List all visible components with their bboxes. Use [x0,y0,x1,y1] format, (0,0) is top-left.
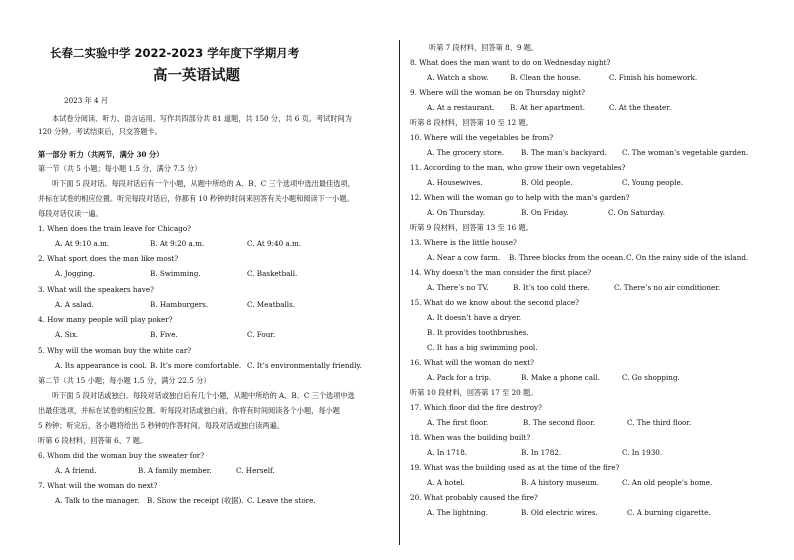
answer-option: B. Old electric wires. [521,508,598,517]
answer-option: C. Basketball. [247,269,298,278]
question-stem: 6. Whom did the woman buy the sweater for? [38,451,205,460]
answer-option: A. A friend. [55,466,97,475]
answer-option: A. A hotel. [427,478,465,487]
instructions-line: 120 分钟。考试结束后，只交答题卡。 [38,127,162,136]
answer-option: C. It has a big swimming pool. [427,343,538,352]
answer-option: A. Watch a show. [427,73,489,82]
answer-option: A. In 1718. [427,448,468,457]
section1-directions: 并标在试卷的相应位置。听完每段对话后，你都有 10 秒钟的时间来回答有关小题和阅读下一小题。 [38,194,354,203]
answer-option: B. The man’s backyard. [521,148,607,157]
answer-option: B. Five. [150,330,178,339]
exam-title: 长春二实验中学 2022-2023 学年度下学期月考 [50,46,300,60]
answer-option: B. Show the receipt (收据). [147,496,244,505]
section2-title: 第二节（共 15 小题；每小题 1.5 分，满分 22.5 分） [38,376,211,385]
question-stem: 4. How many people will play poker? [38,315,173,324]
question-stem: 5. Why will the woman buy the white car? [38,346,192,355]
answer-option: A. Near a cow farm. [427,253,501,262]
question-stem: 13. Where is the little house? [410,238,517,247]
question-stem: 11. According to the man, who grow their own vegetables? [410,163,626,172]
answer-option: C. Herself. [236,466,275,475]
answer-option: A. Housewives. [427,178,483,187]
answer-option: C. At 9:40 a.m. [247,239,302,248]
answer-option: B. On Friday. [521,208,569,217]
answer-option: C. An old people’s home. [622,478,713,487]
section1-directions: 每段对话仅读一遍。 [38,209,103,218]
answer-option: C. On the rainy side of the island. [626,253,749,262]
question-stem: 12. When will the woman go to help with the man’s garden? [410,193,630,202]
answer-option: A. Six. [55,330,79,339]
answer-option: B. At her apartment. [510,103,586,112]
question-stem: 18. When was the building built? [410,433,531,442]
section2-directions: 出最佳选项，并标在试卷的相应位置。听每段对话或独白前，你将有时间阅读各个小题，每小题 [38,406,340,415]
answer-option: B. It provides toothbrushes. [427,328,529,337]
answer-option: C. Finish his homework. [609,73,698,82]
section2-directions: 5 秒钟；听完后，各小题将给出 5 秒钟的作答时间。每段对话或独白读两遍。 [38,421,285,430]
question-stem: 2. What sport does the man like most? [38,254,179,263]
question-stem: 7. What will the woman do next? [38,481,158,490]
answer-option: C. Four. [247,330,276,339]
instructions-line: 本试卷分阅读、听力、语言运用、写作共四部分共 81 道题，共 150 分，共 6 页。考试时间为 [52,114,352,123]
answer-option: B. Hamburgers. [150,300,209,309]
answer-option: A. Its appearance is cool. [55,361,147,370]
section1-title: 第一节（共 5 小题；每小题 1.5 分，满分 7.5 分） [38,164,202,173]
material-header: 听第 8 段材料，回答第 10 至 12 题。 [410,118,533,127]
answer-option: B. Three blocks from the ocean. [509,253,626,262]
answer-option: B. It’s too cold there. [513,283,590,292]
answer-option: C. Young people. [622,178,684,187]
column-divider [399,40,400,545]
answer-option: B. It’s more comfortable. [150,361,242,370]
answer-option: C. Go shopping. [622,373,680,382]
answer-option: B. A family member. [138,466,212,475]
answer-option: C. On Saturday. [608,208,666,217]
answer-option: A. Talk to the manager. [55,496,140,505]
answer-option: A. On Thursday. [427,208,486,217]
answer-option: B. Old people. [521,178,573,187]
material-header: 听第 7 段材料，回答第 8、9 题。 [429,43,539,52]
material-header: 听第 9 段材料，回答第 13 至 16 题。 [410,223,533,232]
answer-option: B. At 9:20 a.m. [150,239,205,248]
question-stem: 1. When does the train leave for Chicago? [38,224,192,233]
question-stem: 16. What will the woman do next? [410,358,534,367]
answer-option: C. Meatballs. [247,300,296,309]
answer-option: A. Pack for a trip. [427,373,492,382]
part1-heading: 第一部分 听力（共两节，满分 30 分） [38,150,164,159]
question-stem: 9. Where will the woman be on Thursday night? [410,88,585,97]
answer-option: A. A salad. [55,300,94,309]
answer-option: C. It’s environmentally friendly. [247,361,362,370]
exam-date: 2023 年 4 月 [64,96,109,105]
answer-option: C. Leave the store. [247,496,316,505]
answer-option: A. It doesn’t have a dryer. [427,313,522,322]
answer-option: A. The first floor. [427,418,489,427]
exam-subtitle: 高一英语试题 [153,68,240,84]
answer-option: C. The woman’s vegetable garden. [622,148,749,157]
answer-option: A. The lightning. [427,508,488,517]
answer-option: A. There’s no TV. [427,283,489,292]
answer-option: B. In 1782. [521,448,562,457]
section1-directions: 听下面 5 段对话。每段对话后有一个小题，从题中所给的 A、B、C 三个选项中选出最佳选项， [52,179,355,188]
question-stem: 17. Which floor did the fire destroy? [410,403,542,412]
answer-option: A. At a restaurant. [427,103,495,112]
material-header: 听第 6 段材料，回答第 6、7 题。 [38,436,148,445]
answer-option: A. Jogging. [55,269,95,278]
answer-option: C. The third floor. [627,418,692,427]
answer-option: B. Clean the house. [510,73,581,82]
answer-option: C. At the theater. [609,103,672,112]
material-header: 听第 10 段材料，回答第 17 至 20 题。 [410,388,538,397]
answer-option: C. A burning cigarette. [627,508,711,517]
answer-option: B. A history museum. [521,478,600,487]
question-stem: 14. Why doesn’t the man consider the first place? [410,268,592,277]
answer-option: A. At 9:10 a.m. [55,239,110,248]
question-stem: 10. Where will the vegetables be from? [410,133,554,142]
answer-option: C. There’s no air conditioner. [614,283,721,292]
answer-option: A. The grocery store. [427,148,505,157]
answer-option: B. The second floor. [523,418,595,427]
section2-directions: 听下面 5 段对话或独白。每段对话或独白后有几个小题，从题中所给的 A、B、C 三个选项中选 [52,391,355,400]
question-stem: 20. What probably caused the fire? [410,493,538,502]
question-stem: 15. What do we know about the second place? [410,298,580,307]
answer-option: C. In 1930. [622,448,663,457]
answer-option: B. Make a phone call. [521,373,600,382]
question-stem: 19. What was the building used as at the time of the fire? [410,463,620,472]
answer-option: B. Swimming. [150,269,201,278]
question-stem: 8. What does the man want to do on Wednesday night? [410,58,611,67]
question-stem: 3. What will the speakers have? [38,285,154,294]
